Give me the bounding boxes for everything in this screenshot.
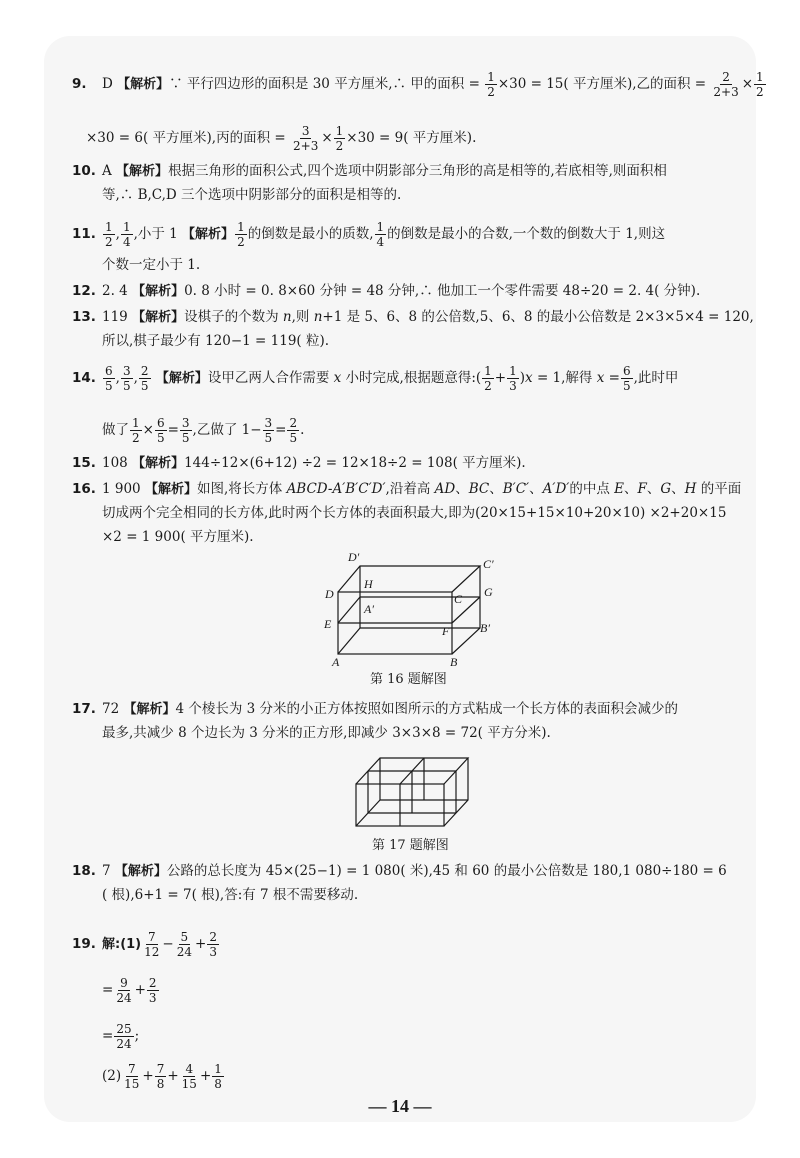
q16-line1: 16. 1 900 【解析】如图,将长方体 ABCD-A′B′C′D′,沿着高 AD、BC、B′C′、A′D′的中点 E、F、G、H 的平面	[72, 481, 742, 497]
label-D: D	[325, 587, 334, 601]
q19-line3: = $\frac{25}{24}$ ;	[102, 1022, 140, 1051]
label-E: E	[324, 617, 332, 631]
hidden-edge	[338, 628, 360, 654]
q9-answer: D	[102, 76, 113, 92]
label-Dp: D′	[348, 550, 360, 564]
label-F: F	[442, 624, 450, 638]
label-G: G	[484, 585, 493, 599]
q18-line2: ( 根),6+1 = 7( 根),答:有 7 根不需要移动.	[102, 887, 359, 903]
q9-frac2: $\frac{2}{2+3}$	[713, 70, 739, 99]
q9-line1: 9. D 【解析】∵ 平行四边形的面积是 30 平方厘米,∴ 甲的面积 = $\frac{1}{2}$ ×30 = 15( 平方厘米),乙的面积 = $\frac{2}{2+3}$ × $\frac{1}{2}$	[72, 70, 764, 99]
q13-line2: 所以,棋子最少有 120−1 = 119( 粒).	[102, 333, 330, 349]
q19-line2: = $\frac{9}{24}$ + $\frac{2}{3}$	[102, 976, 157, 1005]
q16-line2: 切成两个完全相同的长方体,此时两个长方体的表面积最大,即为(20×15+15×10+20×10) ×2+20×15	[102, 505, 727, 521]
label-Cp: C′	[483, 557, 494, 571]
top-face	[338, 566, 480, 592]
q16-line3: ×2 = 1 900( 平方厘米).	[102, 529, 254, 545]
q12-line: 12. 2. 4 【解析】0. 8 小时 = 0. 8×60 分钟 = 48 分钟,∴ 他加工一个零件需要 48÷20 = 2. 4( 分钟).	[72, 283, 701, 299]
q13-line1: 13. 119 【解析】设棋子的个数为 n,则 n+1 是 5、6、8 的公倍数,5、6、8 的最小公倍数是 2×3×5×4 = 120,	[72, 309, 754, 325]
q17-line2: 最多,共减少 8 个边长为 3 分米的正方形,即减少 3×3×8 = 72( 平方分米).	[102, 725, 551, 741]
q15-line: 15. 108 【解析】144÷12×(6+12) ÷2 = 12×18÷2 = 108( 平方厘米).	[72, 455, 526, 471]
q9-frac4: $\frac{3}{2+3}$	[293, 124, 319, 153]
q17-cubes-figure	[352, 748, 472, 830]
q9-number: 9.	[72, 76, 87, 92]
label-B: B	[450, 655, 458, 668]
q10-line2: 等,∴ B,C,D 三个选项中阴影部分的面积是相等的.	[102, 187, 402, 203]
q9-text: ∵ 平行四边形的面积是 30 平方厘米,∴ 甲的面积 =	[169, 76, 480, 92]
label-H: H	[364, 577, 373, 591]
q11-number: 11.	[72, 226, 96, 242]
q10-answer: A	[102, 163, 112, 179]
q18-line1: 18. 7 【解析】公路的总长度为 45×(25−1) = 1 080( 米),45 和 60 的最小公倍数是 180,1 080÷180 = 6	[72, 863, 727, 879]
q11-line2: 个数一定小于 1.	[102, 257, 201, 273]
q11-ans2: $\frac{1}{4}$	[122, 220, 131, 249]
q17-line1: 17. 72 【解析】4 个棱长为 3 分米的小正方体按照如图所示的方式粘成一个长方体的表面积会减少的	[72, 701, 679, 717]
q9-frac3: $\frac{1}{2}$	[756, 70, 764, 99]
q16-caption: 第 16 题解图	[370, 672, 447, 687]
label-A: A	[332, 655, 340, 668]
q9-tag: 【解析】	[117, 77, 170, 92]
q9-line2: ×30 = 6( 平方厘米),丙的面积 = $\frac{3}{2+3}$ × $\frac{1}{2}$ ×30 = 9( 平方厘米).	[86, 124, 477, 153]
q19-line4: (2) $\frac{7}{15}$ + $\frac{7}{8}$ + $\frac{4}{15}$ + $\frac{1}{8}$	[102, 1062, 222, 1091]
q16-cuboid-figure	[320, 548, 510, 668]
q9-frac5: $\frac{1}{2}$	[335, 124, 344, 153]
label-Bp: B′	[480, 621, 490, 635]
label-C: C	[454, 592, 463, 606]
q10-line1: 10. A 【解析】根据三角形的面积公式,四个选项中阴影部分三角形的高是相等的,若底相等,则面积相	[72, 163, 667, 179]
cut-line	[338, 597, 360, 623]
q14-line2: 做了 $\frac{1}{2}$ × $\frac{6}{5}$ = $\frac{3}{5}$ ,乙做了 1− $\frac{3}{5}$ = $\frac{2}{5}$ .	[102, 416, 305, 445]
q9-frac1: $\frac{1}{2}$	[487, 70, 495, 99]
label-Ap: A′	[364, 602, 374, 616]
q11-line1: 11. $\frac{1}{2}$ , $\frac{1}{4}$ ,小于 1 【解析】 $\frac{1}{2}$ 的倒数是最小的质数, $\frac{1}{4}$ 的倒数是最小的合数,一个数的倒数大于 1,则这	[72, 220, 666, 249]
q17-caption: 第 17 题解图	[372, 838, 449, 853]
page-number: — 14 —	[368, 1096, 432, 1116]
q14-line1: 14. $\frac{6}{5}$ , $\frac{3}{5}$ , $\frac{2}{5}$ 【解析】设甲乙两人合作需要 x 小时完成,根据题意得:( $\frac{1}{2}$ + $\frac{1}{3}$ )x = 1,解得 x = $\frac{6}{5}$ ,此时甲	[72, 364, 679, 393]
q10-number: 10.	[72, 163, 96, 179]
q19-line1: 19. 解:(1) $\frac{7}{12}$ − $\frac{5}{24}$ + $\frac{2}{3}$	[72, 930, 217, 959]
q11-ans1: $\frac{1}{2}$	[105, 220, 113, 249]
